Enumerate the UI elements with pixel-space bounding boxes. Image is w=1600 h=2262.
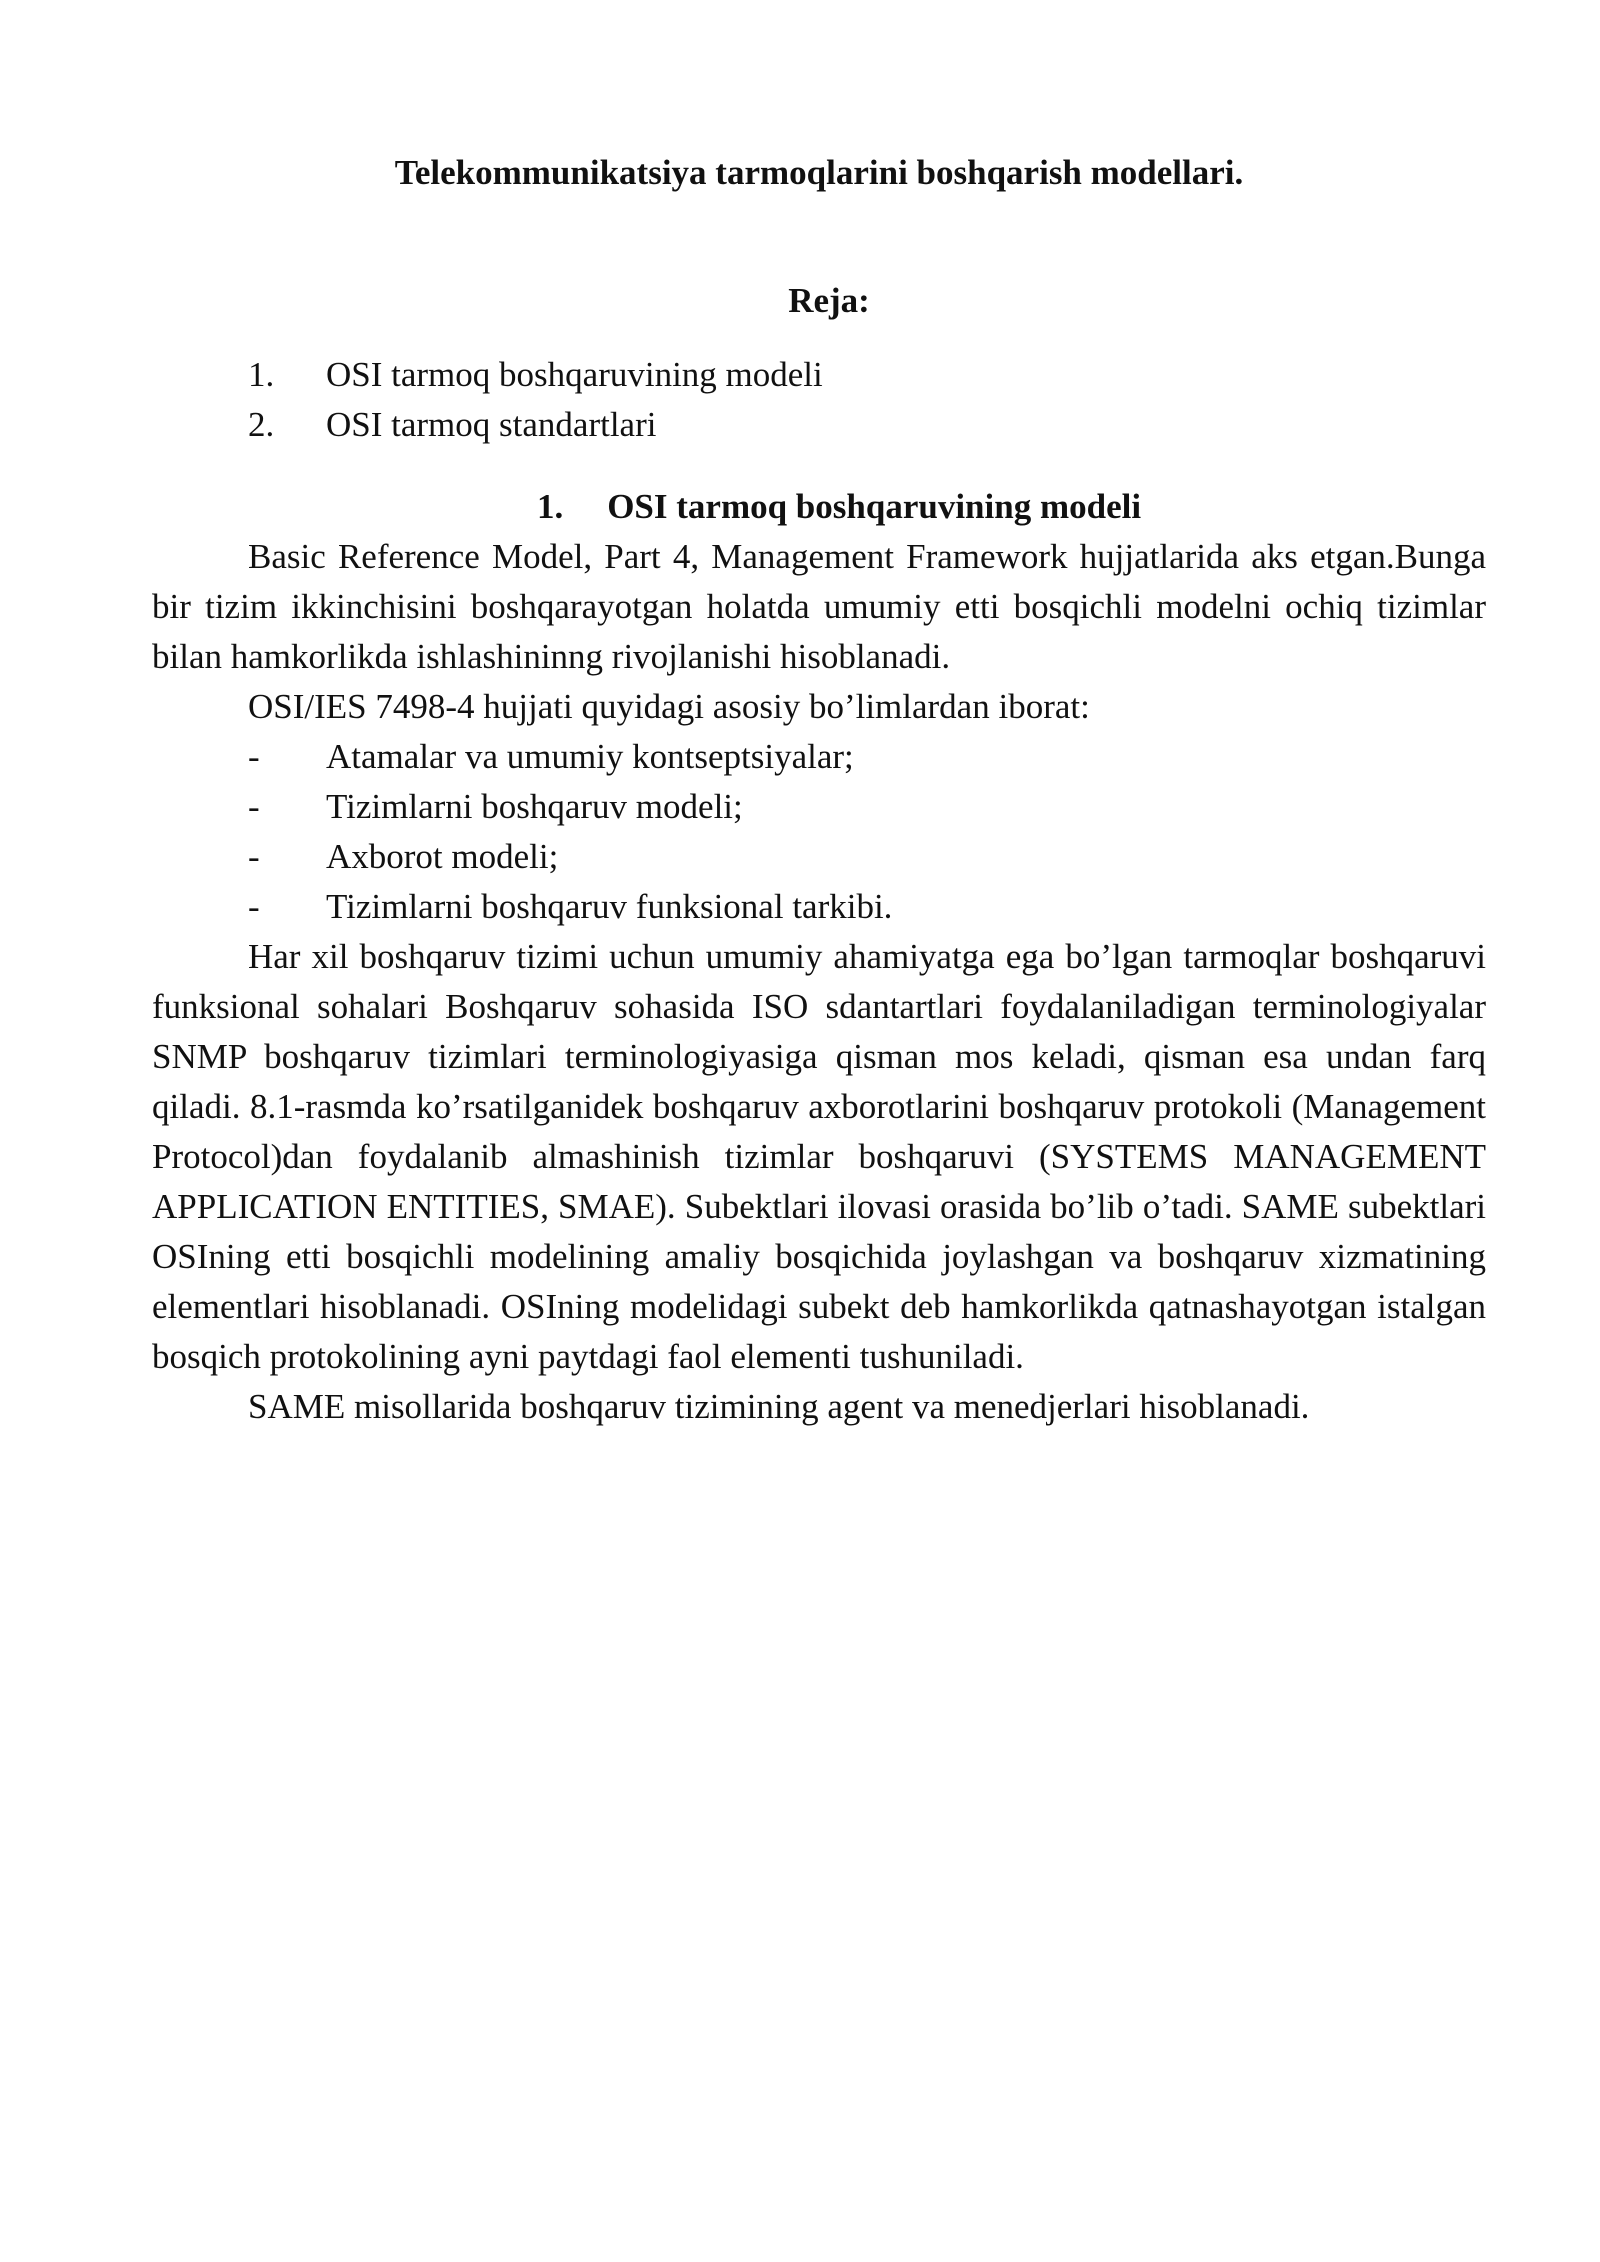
parts-list	[152, 732, 1486, 932]
list-dash: -	[248, 837, 260, 876]
plan-item-text: OSI tarmoq boshqaruvining modeli	[326, 355, 823, 394]
list-dash: -	[248, 787, 260, 826]
section-heading	[152, 482, 1486, 532]
list-item	[152, 832, 1486, 882]
list-dash: -	[248, 737, 260, 776]
list-item-text: Tizimlarni boshqaruv funksional tarkibi.	[326, 887, 893, 926]
document-body	[152, 148, 1486, 1432]
paragraph-functional-areas: Har xil boshqaruv tizimi uchun umumiy ahamiyatga ega bo’lgan tarmoqlar boshqaruvi funksional sohalari Boshqaruv sohasida ISO sdantartlari foydalaniladigan terminologiyalar SNMP boshqaruv tizimlari terminologiyasiga qisman mos keladi, qisman esa undan farq qiladi. 8.1-rasmda ko’rsatilganidek boshqaruv axborotlarini boshqaruv protokoli (Management Protocol)dan foydalanib almashinish tizimlar boshqaruvi (SYSTEMS MANAGEMENT APPLICATION ENTITIES, SMAE). Subektlari ilovasi orasida bo’lib o’tadi. SAME subektlari OSIning etti bosqichli modelining amaliy bosqichida joylashgan va boshqaruv xizmatining elementlari hisoblanadi. OSIning modelidagi subekt deb hamkorlikda qatnashayotgan istalgan bosqich protokolining ayni paytdagi faol elementi tushuniladi.	[152, 937, 1486, 1376]
plan-item-text: OSI tarmoq standartlari	[326, 405, 657, 444]
plan-item	[152, 400, 1486, 450]
paragraph-intro: Basic Reference Model, Part 4, Management Framework hujjatlarida aks etgan.Bunga bir tizim ikkinchisini boshqarayotgan holatda umumiy etti bosqichli modelni ochiq tizimlar bilan hamkorlikda ishlashininng rivojlanishi hisoblanadi.	[152, 537, 1486, 676]
plan-title: Reja:	[788, 281, 870, 320]
list-dash: -	[248, 887, 260, 926]
paragraph-document-parts: OSI/IES 7498-4 hujjati quyidagi asosiy bo’limlardan iborat:	[248, 687, 1090, 726]
plan-item-number: 1.	[248, 355, 275, 394]
document-title: Telekommunikatsiya tarmoqlarini boshqarish modellari.	[394, 153, 1244, 192]
list-item	[152, 882, 1486, 932]
section-number: 1.	[536, 487, 564, 526]
list-item	[152, 732, 1486, 782]
plan-item	[152, 350, 1486, 400]
section-title: OSI tarmoq boshqaruvining modeli	[607, 487, 1142, 526]
list-item-text: Atamalar va umumiy kontseptsiyalar;	[326, 737, 854, 776]
plan-list	[152, 350, 1486, 450]
list-item-text: Tizimlarni boshqaruv modeli;	[326, 787, 743, 826]
paragraph-same-examples: SAME misollarida boshqaruv tizimining agent va menedjerlari hisoblanadi.	[248, 1387, 1310, 1426]
plan-item-number: 2.	[248, 405, 275, 444]
list-item-text: Axborot modeli;	[326, 837, 559, 876]
list-item	[152, 782, 1486, 832]
